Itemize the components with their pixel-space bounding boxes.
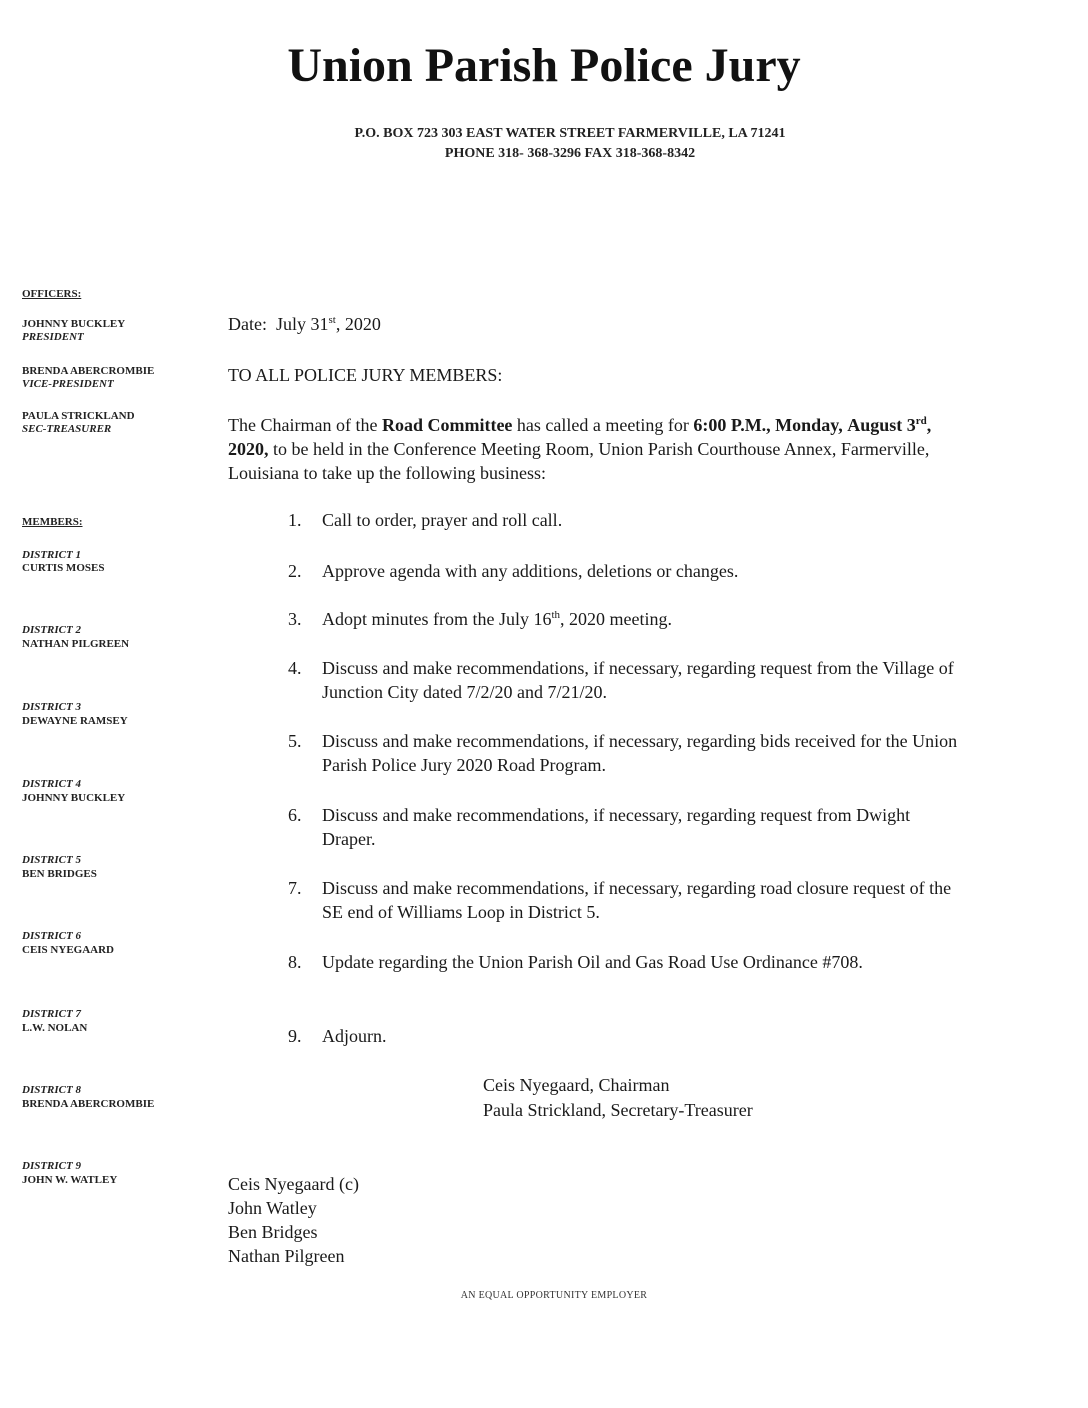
member-district: DISTRICT 6 [22, 930, 81, 942]
member-name: CEIS NYEGAARD [22, 944, 114, 956]
agenda-number: 2. [288, 561, 302, 581]
member-name: NATHAN PILGREEN [22, 638, 130, 650]
member-name: JOHN W. WATLEY [22, 1174, 118, 1186]
agenda-text: Update regarding the Union Parish Oil and Gas Road Use Ordinance #708. [322, 952, 863, 972]
agenda-text-post: , 2020 meeting. [560, 609, 673, 629]
member-district: DISTRICT 8 [22, 1084, 81, 1096]
member-district: DISTRICT 3 [22, 701, 81, 713]
agenda-number: 7. [288, 878, 302, 898]
member-name: JOHNNY BUCKLEY [22, 792, 126, 804]
agenda-text: Discuss and make recommendations, if necessary, regarding road closure request of the SE end of Williams Loop in District 5. [322, 878, 952, 922]
date-label: Date: [228, 314, 267, 334]
member-district: DISTRICT 7 [22, 1008, 81, 1020]
committee-member: Ben Bridges [228, 1222, 318, 1242]
committee-member: Ceis Nyegaard (c) [228, 1174, 359, 1194]
member-name: L.W. NOLAN [22, 1022, 88, 1034]
letterhead-address: P.O. BOX 723 303 EAST WATER STREET FARMERVILLE, LA 71241 [354, 126, 786, 141]
agenda-text-pre: Adopt minutes from the July 16 [322, 609, 552, 629]
agenda-number: 4. [288, 658, 302, 678]
member-district: DISTRICT 1 [22, 549, 81, 561]
committee-member: Nathan Pilgreen [228, 1246, 345, 1266]
date-suffix: st [328, 314, 336, 326]
letter-greeting: TO ALL POLICE JURY MEMBERS: [228, 365, 503, 385]
agenda-text: Discuss and make recommendations, if necessary, regarding bids received for the Union Parish Police Jury 2020 Road Program. [322, 731, 958, 775]
intro-time: 6:00 P.M., Monday, [693, 415, 843, 435]
member-name: DEWAYNE RAMSEY [22, 715, 128, 727]
intro-date-suffix: rd [915, 415, 927, 427]
agenda-text: Approve agenda with any additions, deletions or changes. [322, 561, 739, 581]
agenda-number: 9. [288, 1026, 302, 1046]
intro-committee: Road Committee [381, 415, 513, 435]
intro-date-value: August 3 [847, 415, 916, 435]
officers-heading: OFFICERS: [22, 288, 82, 300]
agenda-number: 6. [288, 805, 302, 825]
member-name: CURTIS MOSES [22, 562, 105, 574]
agenda-text: Adjourn. [322, 1026, 387, 1046]
agenda-text: Discuss and make recommendations, if necessary, regarding request from Dwight Draper. [322, 805, 911, 849]
committee-member: John Watley [228, 1198, 317, 1218]
members-heading: MEMBERS: [22, 516, 83, 528]
member-name: BRENDA ABERCROMBIE [22, 1098, 155, 1110]
officer-name: PAULA STRICKLAND [22, 410, 135, 422]
agenda-number: 5. [288, 731, 302, 751]
officer-title: VICE-PRESIDENT [22, 378, 114, 390]
officer-name: BRENDA ABERCROMBIE [22, 365, 155, 377]
date-year: , 2020 [335, 314, 381, 334]
letter-date [228, 312, 968, 336]
signature-secretary: Paula Strickland, Secretary-Treasurer [483, 1100, 753, 1120]
letterhead-phone: PHONE 318- 368-3296 FAX 318-368-8342 [444, 146, 696, 161]
signature-chairman: Ceis Nyegaard, Chairman [483, 1075, 670, 1095]
letterhead-title: Union Parish Police Jury [287, 39, 801, 92]
intro-text-3: to be held in the Conference Meeting Room, Union Parish Courthouse Annex, Farmerville, Louisiana to take up the following business: [228, 439, 930, 483]
date-value: July 31 [275, 314, 329, 334]
member-name: BEN BRIDGES [22, 868, 97, 880]
letter-intro [228, 413, 968, 485]
member-district: DISTRICT 2 [22, 624, 81, 636]
footer-eoe: AN EQUAL OPPORTUNITY EMPLOYER [460, 1290, 648, 1301]
agenda-text: Discuss and make recommendations, if necessary, regarding request from the Village of Junction City dated 7/2/20 and 7/21/20. [322, 658, 954, 702]
intro-date-year: , 2020, [228, 415, 932, 459]
officer-name: JOHNNY BUCKLEY [22, 318, 126, 330]
member-district: DISTRICT 4 [22, 778, 81, 790]
agenda-number: 3. [288, 609, 302, 629]
agenda-number: 8. [288, 952, 302, 972]
agenda-text-sup: th [551, 609, 561, 621]
agenda-text: Call to order, prayer and roll call. [322, 510, 563, 530]
intro-text-1: The Chairman of the [228, 415, 382, 435]
officer-title: PRESIDENT [22, 331, 84, 343]
agenda-number: 1. [288, 510, 302, 530]
member-district: DISTRICT 5 [22, 854, 81, 866]
agenda-text [322, 607, 962, 631]
officer-title: SEC-TREASURER [22, 423, 112, 435]
member-district: DISTRICT 9 [22, 1160, 81, 1172]
intro-text-2: has called a meeting for [512, 415, 694, 435]
